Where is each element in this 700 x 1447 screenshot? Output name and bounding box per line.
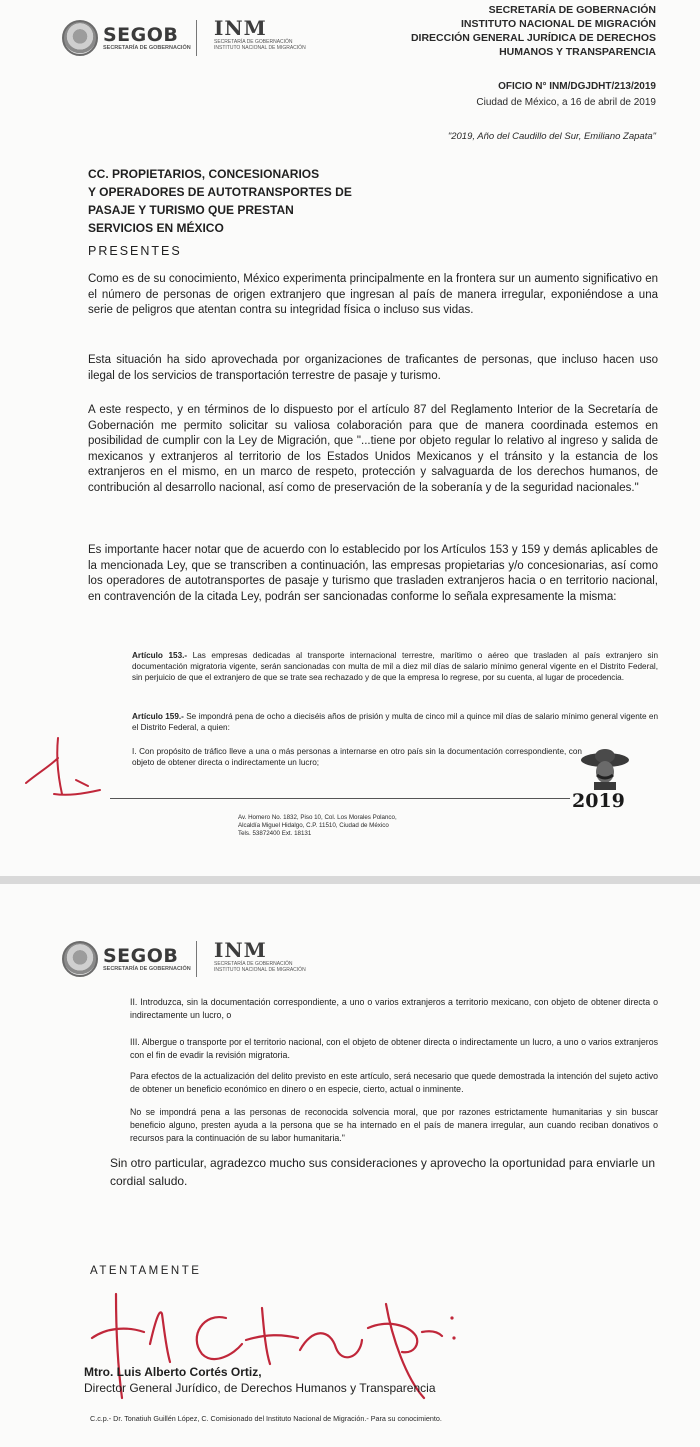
zapata-portrait-icon bbox=[580, 748, 630, 790]
atentamente: ATENTAMENTE bbox=[90, 1265, 202, 1277]
address-line: Av. Homero No. 1832, Piso 10, Col. Los Morales Polanco, bbox=[238, 814, 397, 821]
footer-rule bbox=[110, 798, 570, 799]
inm-subtitle-1: SECRETARÍA DE GOBERNACIÓN bbox=[214, 39, 293, 45]
presentes-heading: PRESENTES bbox=[88, 244, 182, 258]
paragraph-2: Esta situación ha sido aprovechada por organizaciones de traficantes de personas, que incluso hacen uso ilegal de los servicios de transportación terrestre de pasaje y turismo. bbox=[88, 354, 658, 382]
addressee-line: Y OPERADORES DE AUTOTRANSPORTES DE bbox=[88, 185, 352, 199]
inm-subtitle-2: INSTITUTO NACIONAL DE MIGRACIÓN bbox=[214, 45, 306, 51]
address-line: Tels. 53872400 Ext. 18131 bbox=[238, 830, 312, 837]
inm-logo-page-2 bbox=[214, 940, 306, 973]
institution-line: SECRETARÍA DE GOBERNACIÓN bbox=[488, 4, 656, 16]
segob-name: SEGOB bbox=[103, 945, 179, 967]
address-footer bbox=[238, 814, 468, 838]
oficio-number: OFICIO N° INM/DGJDHT/213/2019 bbox=[498, 81, 656, 92]
institution-line: INSTITUTO NACIONAL DE MIGRACIÓN bbox=[460, 18, 656, 30]
closing-paragraph: Sin otro particular, agradezco mucho sus consideraciones y aprovecho la oportunidad para enviarle un cordial saludo. bbox=[110, 1156, 655, 1188]
fraction-iii: III. Albergue o transporte por el territorio nacional, con el objeto de obtener directa o indirectamente un lucro, a uno o varios extranjeros con el fin de evadir la revisión migratoria. bbox=[130, 1037, 658, 1060]
inm-name: INM bbox=[214, 938, 267, 962]
article-159-label: Artículo 159.- bbox=[132, 712, 184, 721]
inm-subtitle-2: INSTITUTO NACIONAL DE MIGRACIÓN bbox=[214, 967, 306, 973]
institution-line: DIRECCIÓN GENERAL JURÍDICA DE DERECHOS bbox=[410, 32, 656, 44]
paragraph-3: A este respecto, y en términos de lo dispuesto por el artículo 87 del Reglamento Interior de la Secretaría de Gobernación me permito solicitar su valiosa colaboración para que de manera coordinada estemos en posibilidad de cumplir con la Ley de Migración, que "...tiene por objeto regular lo relativo al ingreso y salida de mexicanos y extranjeros al territorio de los Estados Unidos Mexicanos y el tránsito y la estancia de los extranjeros en el mismo, en un marco de respeto, protección y salvaguarda de los derechos humanos, de contribución al desarrollo nacional, así como de preservación de la soberanía y de la seguridad nacionales." bbox=[88, 404, 658, 494]
segob-logo-page-2 bbox=[62, 941, 191, 977]
efectos-paragraph: Para efectos de la actualización del delito previsto en este artículo, será necesario que quede demostrada la intención del sujeto activo de obtener un beneficio económico en dinero o en especie, cierto, actual o inminente. bbox=[130, 1071, 658, 1094]
signer-name: Mtro. Luis Alberto Cortés Ortiz, bbox=[84, 1365, 262, 1379]
ccp-line: C.c.p.- Dr. Tonatiuh Guillén López, C. Comisionado del Instituto Nacional de Migración.- Para su conocimiento. bbox=[90, 1414, 442, 1423]
segob-subtitle: SECRETARÍA DE GOBERNACIÓN bbox=[103, 966, 191, 972]
addressee-line: CC. PROPIETARIOS, CONCESIONARIOS bbox=[88, 167, 320, 181]
institution-block bbox=[336, 3, 656, 59]
initials-signature bbox=[18, 728, 108, 803]
article-153 bbox=[132, 651, 658, 683]
letter-date: Ciudad de México, a 16 de abril de 2019 bbox=[476, 97, 656, 108]
article-159 bbox=[132, 712, 658, 734]
mexico-seal-icon bbox=[62, 20, 98, 56]
article-153-label: Artículo 153.- bbox=[132, 651, 188, 660]
addressee-line: PASAJE Y TURISMO QUE PRESTAN bbox=[88, 203, 294, 217]
year-2019-logo: 2019 bbox=[572, 790, 625, 812]
institution-line: HUMANOS Y TRANSPARENCIA bbox=[499, 46, 656, 58]
segob-logo bbox=[62, 20, 191, 56]
inm-subtitle-1: SECRETARÍA DE GOBERNACIÓN bbox=[214, 961, 293, 967]
segob-subtitle: SECRETARÍA DE GOBERNACIÓN bbox=[103, 45, 191, 51]
inm-name: INM bbox=[214, 16, 267, 40]
no-pena-paragraph: No se impondrá pena a las personas de reconocida solvencia moral, que por razones estrictamente humanitarias y sin buscar beneficio alguno, presten ayuda a la persona que se ha internado en el país de manera irregular, aun cuando reciban donativos o recursos para la continuación de su labor humanitaria." bbox=[130, 1107, 658, 1143]
article-159-text: Se impondrá pena de ocho a dieciséis años de prisión y multa de cinco mil a quince mil días de salario mínimo general vigente en el Distrito Federal, a quien: bbox=[132, 712, 658, 732]
segob-name: SEGOB bbox=[103, 24, 179, 46]
paragraph-1: Como es de su conocimiento, México experimenta principalmente en la frontera sur un aumento significativo en el número de personas de origen extranjero que ingresan al país de manera irregular, exponiéndose a una serie de peligros que atentan contra su integridad física o incluso sus vidas. bbox=[88, 273, 658, 317]
paragraph-4: Es importante hacer notar que de acuerdo con lo establecido por los Artículos 153 y 159 y demás aplicables de la mencionada Ley, que se transcriben a continuación, las empresas propietarias y/o concesionarias, así como los operadores de autotransportes de pasaje y turismo que trasladen extranjeros hacia o en territorio nacional, en contravención de la citada Ley, podrán ser sancionadas conforme lo señala expresamente la misma: bbox=[88, 544, 658, 603]
mexico-seal-icon bbox=[62, 941, 98, 977]
article-153-text: Las empresas dedicadas al transporte internacional terrestre, marítimo o aéreo que trasladen al país extranjero sin documentación migratoria vigente, serán sancionadas con multa de mil a diez mil días de salario mínimo general vigente en el Distrito Federal, sin perjuicio de que el extranjero de que se trate sea rechazado y de que la empresa lo regrese, por su cuenta, al lugar de procedencia. bbox=[132, 651, 658, 682]
year-motto: "2019, Año del Caudillo del Sur, Emiliano Zapata" bbox=[447, 131, 656, 142]
inm-logo bbox=[214, 18, 306, 51]
fraction-ii: II. Introduzca, sin la documentación correspondiente, a uno o varios extranjeros a territorio mexicano, con objeto de obtener directa o indirectamente un lucro, o bbox=[130, 997, 658, 1020]
address-line: Alcaldía Miguel Hidalgo, C.P. 11510, Ciudad de México bbox=[238, 822, 389, 829]
addressee bbox=[88, 165, 418, 237]
logo-divider bbox=[196, 20, 197, 56]
fraction-i: I. Con propósito de tráfico lleve a una o más personas a internarse en otro país sin la documentación correspondiente, con objeto de obtener directa o indirectamente un lucro; bbox=[132, 747, 582, 767]
addressee-line: SERVICIOS EN MÉXICO bbox=[88, 221, 224, 235]
logo-divider bbox=[196, 941, 197, 977]
signer-title: Director General Jurídico, de Derechos Humanos y Transparencia bbox=[84, 1381, 436, 1395]
